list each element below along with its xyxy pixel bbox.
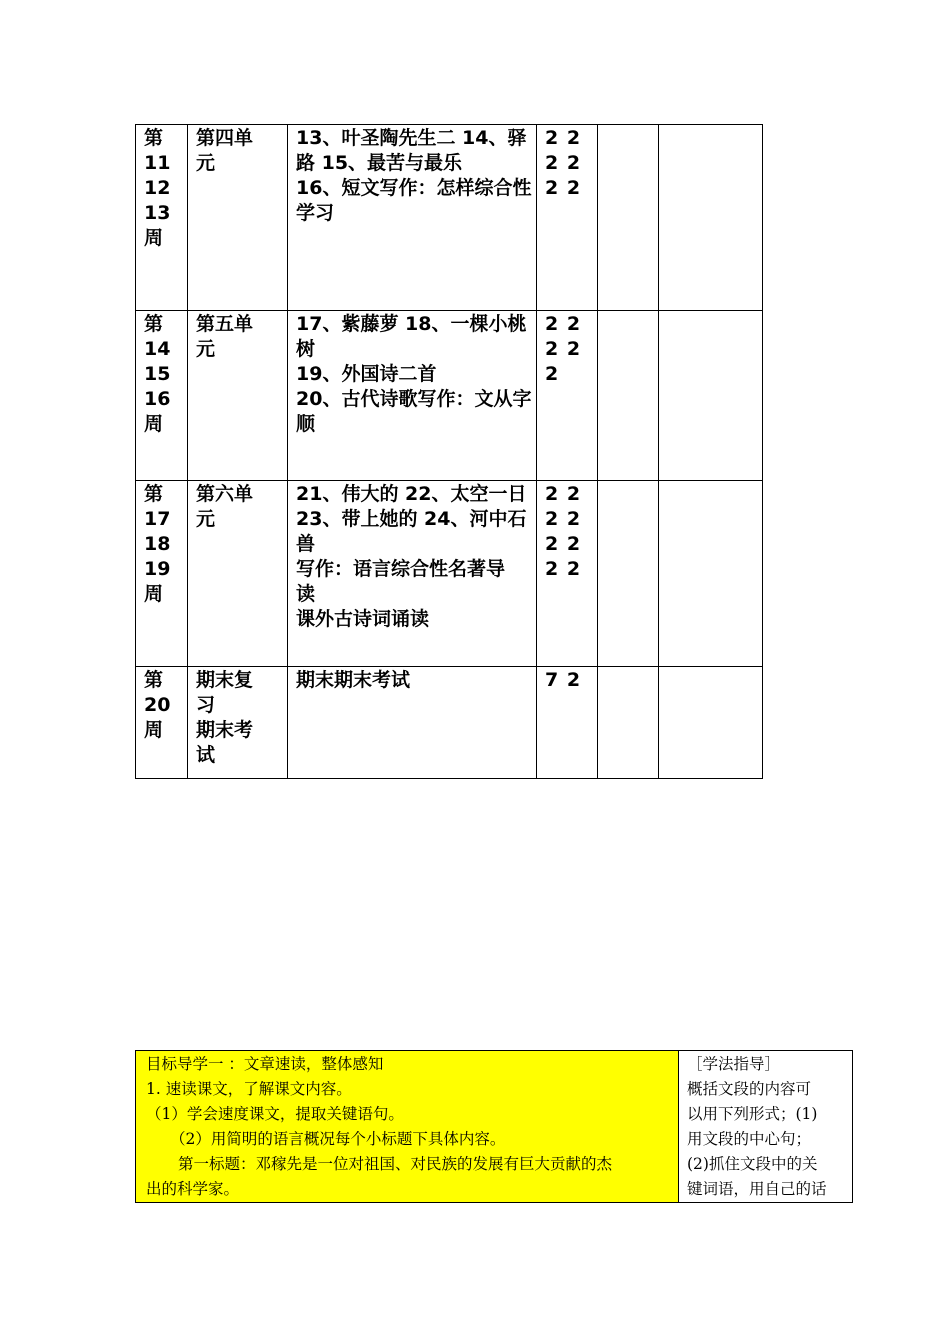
unit-line: 试 — [196, 744, 216, 766]
study-tip-line: 概括文段的内容可 — [687, 1080, 812, 1098]
hours-line: 2 2 — [545, 558, 582, 580]
study-tip-line: 以用下列形式；(1) — [687, 1105, 818, 1123]
week-line: 第 — [144, 313, 164, 335]
empty-cell — [598, 125, 659, 311]
week-line: 14 — [144, 338, 171, 360]
unit-cell — [188, 481, 288, 667]
hours-line: 2 2 — [545, 338, 582, 360]
week-line: 17 — [144, 508, 171, 530]
empty-cell — [598, 311, 659, 481]
week-cell — [136, 481, 188, 667]
guide-line: 1. 速读课文，了解课文内容。 — [146, 1080, 352, 1098]
week-line: 12 — [144, 177, 171, 199]
unit-cell — [188, 125, 288, 311]
content-line: 树 — [296, 338, 316, 360]
hours-line: 2 2 — [545, 313, 582, 335]
content-line: 写作：语言综合性名著导 — [296, 558, 506, 580]
content-cell — [288, 311, 537, 481]
content-line: 课外古诗词诵读 — [296, 608, 430, 630]
week-cell — [136, 125, 188, 311]
content-cell — [288, 125, 537, 311]
unit-cell — [188, 311, 288, 481]
unit-line: 元 — [196, 338, 216, 360]
unit-line: 期末考 — [196, 719, 254, 741]
study-tip-line: 用文段的中心句； — [687, 1130, 812, 1148]
study-tip-line: ［学法指导］ — [687, 1055, 781, 1073]
content-line: 顺 — [296, 413, 316, 435]
content-line: 23、带上她的 24、河中石 — [296, 508, 527, 530]
empty-cell — [659, 481, 763, 667]
empty-cell — [598, 481, 659, 667]
content-line: 19、外国诗二首 — [296, 363, 437, 385]
week-line: 15 — [144, 363, 171, 385]
hours-line: 7 2 — [545, 669, 582, 691]
learning-guide-table — [135, 1050, 853, 1203]
week-line: 周 — [144, 227, 164, 249]
content-line: 21、伟大的 22、太空一日 — [296, 483, 527, 505]
content-line: 16、短文写作：怎样综合性 — [296, 177, 532, 199]
content-line: 期末期末考试 — [296, 669, 411, 691]
week-line: 20 — [144, 694, 171, 716]
content-line: 兽 — [296, 533, 316, 555]
week-cell — [136, 667, 188, 779]
hours-line: 2 2 — [545, 508, 582, 530]
hours-line: 2 2 — [545, 152, 582, 174]
study-tip-line: 键词语，用自己的话 — [687, 1180, 827, 1198]
week-line: 13 — [144, 202, 171, 224]
schedule-row — [136, 125, 763, 311]
week-line: 11 — [144, 152, 171, 174]
schedule-row — [136, 311, 763, 481]
hours-cell — [537, 481, 598, 667]
hours-line: 2 2 — [545, 127, 582, 149]
study-tips-cell — [679, 1051, 853, 1203]
content-line: 13、叶圣陶先生二 14、驿 — [296, 127, 527, 149]
week-line: 第 — [144, 483, 164, 505]
hours-line: 2 2 — [545, 483, 582, 505]
content-line: 读 — [296, 583, 316, 605]
week-line: 19 — [144, 558, 171, 580]
week-cell — [136, 311, 188, 481]
content-line: 学习 — [296, 202, 335, 224]
study-tip-line: (2)抓住文段中的关 — [687, 1155, 818, 1173]
week-line: 第 — [144, 669, 164, 691]
empty-cell — [659, 311, 763, 481]
unit-line: 习 — [196, 694, 216, 716]
week-line: 周 — [144, 719, 164, 741]
guide-line: 第一标题：邓稼先是一位对祖国、对民族的发展有巨大贡献的杰 — [178, 1155, 613, 1173]
guide-main-cell — [136, 1051, 679, 1203]
unit-line: 元 — [196, 508, 216, 530]
teaching-schedule-table — [135, 124, 763, 779]
week-line: 18 — [144, 533, 171, 555]
content-line: 17、紫藤萝 18、一棵小桃 — [296, 313, 527, 335]
unit-line: 期末复 — [196, 669, 254, 691]
content-cell — [288, 667, 537, 779]
hours-line: 2 — [545, 363, 560, 385]
guide-line: 出的科学家。 — [146, 1180, 240, 1198]
unit-line: 第四单 — [196, 127, 254, 149]
unit-line: 第五单 — [196, 313, 254, 335]
guide-line: （1）学会速度课文，提取关键语句。 — [146, 1105, 404, 1123]
week-line: 周 — [144, 413, 164, 435]
content-line: 路 15、最苦与最乐 — [296, 152, 463, 174]
week-line: 周 — [144, 583, 164, 605]
content-line: 20、古代诗歌写作：文从字 — [296, 388, 532, 410]
hours-cell — [537, 667, 598, 779]
hours-cell — [537, 125, 598, 311]
guide-line: （2）用简明的语言概况每个小标题下具体内容。 — [170, 1130, 506, 1148]
unit-cell — [188, 667, 288, 779]
hours-cell — [537, 311, 598, 481]
content-cell — [288, 481, 537, 667]
hours-line: 2 2 — [545, 533, 582, 555]
unit-line: 元 — [196, 152, 216, 174]
week-line: 第 — [144, 127, 164, 149]
week-line: 16 — [144, 388, 171, 410]
empty-cell — [598, 667, 659, 779]
unit-line: 第六单 — [196, 483, 254, 505]
hours-line: 2 2 — [545, 177, 582, 199]
empty-cell — [659, 667, 763, 779]
schedule-row — [136, 667, 763, 779]
empty-cell — [659, 125, 763, 311]
schedule-row — [136, 481, 763, 667]
guide-line: 目标导学一 ：文章速读，整体感知 — [146, 1055, 384, 1073]
